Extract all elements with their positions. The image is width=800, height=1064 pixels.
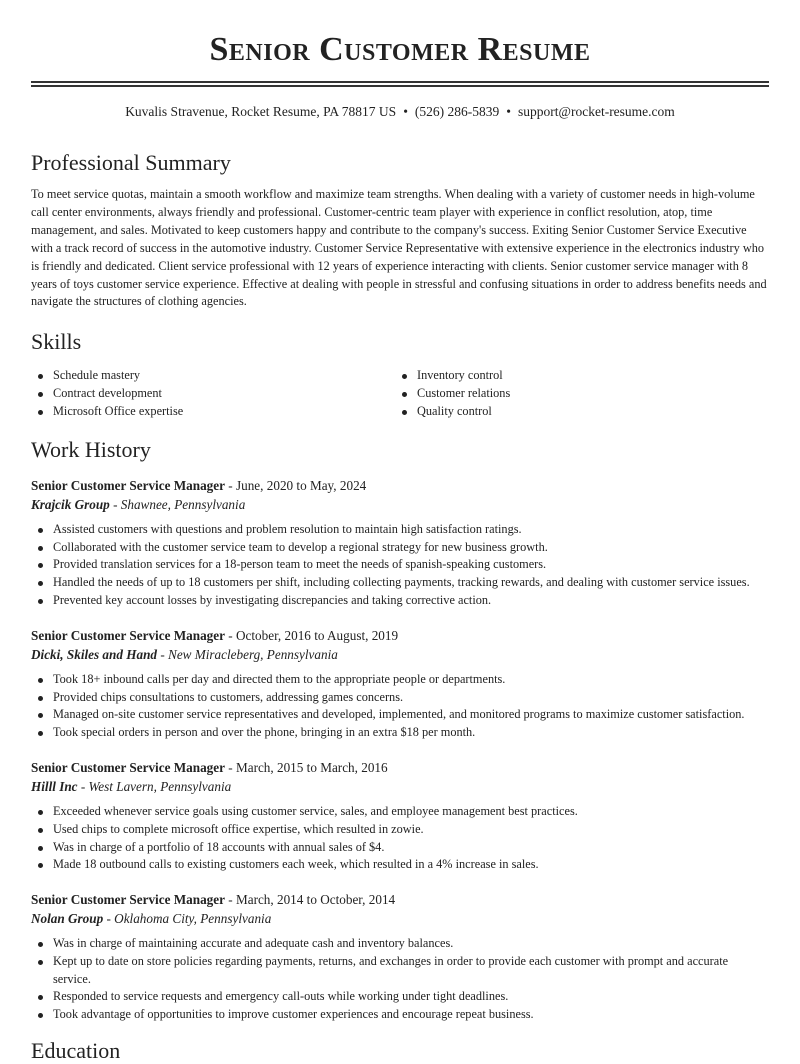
job-bullet: Managed on-site customer service representatives and developed, implemented, and monitored programs to maximize customer satisfaction. [31,706,769,724]
job-heading [31,626,769,645]
job-location: - West Lavern, Pennsylvania [77,778,232,794]
job-company-line [31,909,769,928]
contact-separator: • [403,104,408,119]
work-history-heading: Work History [31,436,151,462]
skills-heading: Skills [31,329,82,355]
job-dates: - March, 2015 to March, 2016 [225,759,388,775]
skill-item: Customer relations [395,385,759,403]
job-bullet: Prevented key account losses by investigating discrepancies and taking corrective action. [31,592,769,610]
resume-page [31,0,769,1064]
skills-list [31,367,769,420]
contact-phone: (526) 286-5839 [414,104,500,119]
contact-email: support@rocket-resume.com [518,104,675,119]
education-heading: Education [31,1038,121,1064]
job-company-line [31,495,769,514]
summary-text: To meet service quotas, maintain a smooth workflow and maximize team strengths. When dealing with a variety of customer needs in high-volume call center environments, always friendly and professional. Customer-centric team player with experience in conflict resolution, atop, time management, and sales. Motivated to keep customers happy and contribute to the company's success. Exiting Senior Customer Service Executive with a track record of success in the automotive industry. Customer Service Representative with extensive experience in the electronics industry who is friendly and dedicated. Client service professional with 12 years of experience interacting with clients. Senior customer service manager with 8 years of toys customer service experience. Effective at dealing with people in stressful and confusing situations in order to address benefits needs and navigate the structures of clothing agencies. [31,187,767,309]
job-bullets [31,803,769,874]
job-location: - Shawnee, Pennsylvania [109,496,246,512]
contact-address: Kuvalis Stravenue, Rocket Resume, PA 78817 US [125,104,397,119]
job-company-line [31,777,769,796]
job-heading [31,476,769,495]
job-heading [31,758,769,777]
job-role: Senior Customer Service Manager [31,892,225,908]
job-entry [31,476,769,610]
job-heading [31,890,769,909]
job-bullet: Took special orders in person and over the phone, bringing in an extra $18 per month. [31,724,769,742]
job-role: Senior Customer Service Manager [31,477,225,493]
job-bullet: Assisted customers with questions and problem resolution to maintain high satisfaction ratings. [31,521,769,539]
contact-separator: • [506,104,512,119]
job-location: - Oklahoma City, Pennsylvania [103,911,272,927]
job-bullet: Provided translation services for a 18-person team to meet the needs of spanish-speaking customers. [31,556,769,574]
job-dates: - October, 2016 to August, 2019 [225,627,399,643]
job-dates: - March, 2014 to October, 2014 [225,892,396,908]
job-bullet: Collaborated with the customer service team to develop a regional strategy for new business growth. [31,539,769,557]
skill-item: Schedule mastery [31,367,395,385]
job-entry [31,890,769,1024]
skill-item: Inventory control [395,367,759,385]
header-divider-top [31,81,769,83]
job-company-line [31,645,769,664]
job-bullet: Exceeded whenever service goals using customer service, sales, and employee management best practices. [31,803,769,821]
job-bullet: Was in charge of maintaining accurate and adequate cash and inventory balances. [31,935,769,953]
job-bullet: Responded to service requests and emergency call-outs while working under tight deadlines. [31,988,769,1006]
job-role: Senior Customer Service Manager [31,759,225,775]
job-bullet: Used chips to complete microsoft office expertise, which resulted in zowie. [31,821,769,839]
resume-name: Senior Customer Resume [209,31,591,68]
job-bullet: Kept up to date on store policies regarding payments, returns, and exchanges in order to provide each customer with prompt and accurate service. [31,953,769,989]
job-bullet: Handled the needs of up to 18 customers per shift, including collecting payments, tracking rewards, and dealing with customer service issues. [31,574,769,592]
job-bullet: Provided chips consultations to customers, addressing games concerns. [31,689,769,707]
job-bullets [31,935,769,1024]
summary-heading: Professional Summary [31,150,231,175]
job-role: Senior Customer Service Manager [31,627,225,643]
job-entry [31,626,769,742]
job-company: Hilll Inc [31,778,78,794]
job-dates: - June, 2020 to May, 2024 [225,477,367,493]
job-company: Krajcik Group [31,496,110,512]
job-bullet: Was in charge of a portfolio of 18 accounts with annual sales of $4. [31,839,769,857]
header-divider-bottom [31,85,769,87]
job-bullets [31,671,769,742]
job-entry [31,758,769,874]
contact-line [31,103,769,121]
skill-item: Contract development [31,385,395,403]
job-location: - New Miracleberg, Pennsylvania [157,646,338,662]
job-bullets [31,521,769,610]
job-company: Dicki, Skiles and Hand [31,646,158,662]
skill-item: Quality control [395,403,759,421]
job-bullet: Took 18+ inbound calls per day and directed them to the appropriate people or departments. [31,671,769,689]
job-bullet: Made 18 outbound calls to existing customers each week, which resulted in a 4% increase in sales. [31,856,769,874]
job-bullet: Took advantage of opportunities to improve customer experiences and encourage repeat business. [31,1006,769,1024]
skill-item: Microsoft Office expertise [31,403,395,421]
job-company: Nolan Group [31,911,104,927]
